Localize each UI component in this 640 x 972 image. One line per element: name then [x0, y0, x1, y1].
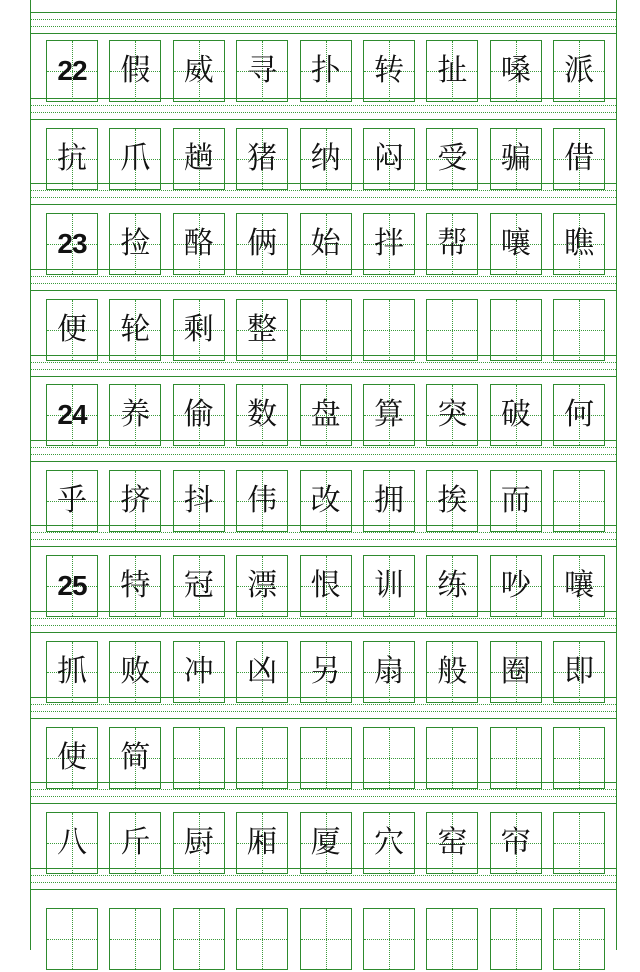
character-row [46, 641, 617, 705]
tianzige-cell [490, 908, 542, 970]
tianzige-cell [46, 213, 98, 275]
tianzige-cell [300, 812, 352, 874]
hanzi-character: 假 [120, 53, 151, 88]
hanzi-character: 突 [437, 397, 468, 432]
hanzi-character: 简 [120, 740, 151, 775]
tianzige-cell [300, 641, 352, 703]
hanzi-character: 冲 [183, 654, 214, 689]
tianzige-cell [300, 470, 352, 532]
tianzige-cell [236, 727, 288, 789]
hanzi-character: 厦 [310, 825, 341, 860]
tianzige-cell [553, 555, 605, 617]
tianzige-cell [300, 299, 352, 361]
tianzige-cell [109, 128, 161, 190]
tianzige-cell [363, 727, 415, 789]
tianzige-cell [109, 299, 161, 361]
tianzige-cell [363, 641, 415, 703]
hanzi-character: 伟 [247, 483, 278, 518]
character-row [46, 727, 617, 791]
hanzi-character: 受 [437, 141, 468, 176]
tianzige-cell [236, 128, 288, 190]
hanzi-character: 乎 [57, 483, 87, 518]
tianzige-cell [490, 384, 542, 446]
hanzi-character: 嚷 [564, 568, 595, 603]
tianzige-cell [173, 812, 225, 874]
hanzi-character: 抓 [57, 654, 87, 689]
hanzi-character: 始 [310, 226, 341, 261]
lesson-number: 25 [57, 570, 87, 601]
lesson-number: 22 [57, 55, 87, 86]
hanzi-character: 使 [57, 740, 87, 775]
tianzige-cell [490, 727, 542, 789]
hanzi-character: 凶 [247, 654, 278, 689]
tianzige-cell [490, 128, 542, 190]
character-row [46, 40, 617, 104]
hanzi-character: 闷 [373, 141, 404, 176]
tianzige-cell [426, 40, 478, 102]
hanzi-character: 嗓 [500, 53, 531, 88]
tianzige-cell [553, 727, 605, 789]
hanzi-character: 八 [57, 825, 87, 860]
hanzi-character: 俩 [247, 226, 278, 261]
hanzi-character: 算 [373, 397, 404, 432]
tianzige-cell [46, 555, 98, 617]
hanzi-character: 拌 [373, 226, 404, 261]
hanzi-character: 嚷 [500, 226, 531, 261]
hanzi-character: 恨 [310, 568, 341, 603]
hanzi-character: 帮 [437, 226, 468, 261]
tianzige-cell [236, 641, 288, 703]
tianzige-cell [173, 213, 225, 275]
tianzige-cell [236, 470, 288, 532]
tianzige-cell [426, 470, 478, 532]
pinyin-guide-band [30, 12, 616, 34]
hanzi-character: 厨 [183, 825, 214, 860]
tianzige-cell [553, 40, 605, 102]
tianzige-cell [553, 812, 605, 874]
tianzige-cell [46, 40, 98, 102]
tianzige-cell [426, 128, 478, 190]
character-row [46, 299, 617, 363]
hanzi-character: 冠 [183, 568, 214, 603]
tianzige-cell [553, 384, 605, 446]
tianzige-cell [46, 641, 98, 703]
tianzige-cell [109, 641, 161, 703]
tianzige-cell [553, 213, 605, 275]
tianzige-cell [300, 213, 352, 275]
tianzige-cell [236, 384, 288, 446]
tianzige-cell [300, 727, 352, 789]
character-row [46, 384, 617, 448]
hanzi-character: 派 [564, 53, 595, 88]
hanzi-character: 帘 [500, 825, 531, 860]
hanzi-character: 圈 [500, 654, 531, 689]
hanzi-character: 猪 [247, 141, 278, 176]
tianzige-cell [109, 555, 161, 617]
tianzige-cell [553, 908, 605, 970]
hanzi-character: 扑 [310, 53, 341, 88]
hanzi-character: 练 [437, 568, 468, 603]
tianzige-cell [173, 908, 225, 970]
hanzi-character: 改 [310, 483, 341, 518]
tianzige-cell [173, 40, 225, 102]
hanzi-character: 扇 [373, 654, 404, 689]
hanzi-character: 穴 [373, 825, 404, 860]
tianzige-cell [173, 641, 225, 703]
hanzi-character: 败 [120, 654, 151, 689]
tianzige-cell [109, 213, 161, 275]
tianzige-cell [490, 299, 542, 361]
tianzige-cell [363, 555, 415, 617]
tianzige-cell [109, 727, 161, 789]
tianzige-cell [553, 470, 605, 532]
tianzige-cell [490, 812, 542, 874]
tianzige-cell [363, 812, 415, 874]
tianzige-cell [363, 128, 415, 190]
tianzige-cell [363, 384, 415, 446]
hanzi-character: 破 [500, 397, 531, 432]
hanzi-character: 厢 [247, 825, 278, 860]
hanzi-character: 剩 [183, 312, 214, 347]
hanzi-character: 抗 [57, 141, 87, 176]
tianzige-cell [236, 213, 288, 275]
tianzige-cell [46, 384, 98, 446]
tianzige-cell [173, 128, 225, 190]
character-row [46, 470, 617, 534]
hanzi-character: 吵 [500, 568, 531, 603]
tianzige-cell [363, 40, 415, 102]
tianzige-cell [236, 812, 288, 874]
tianzige-cell [46, 727, 98, 789]
tianzige-cell [490, 40, 542, 102]
lesson-number: 23 [57, 228, 87, 259]
tianzige-cell [300, 555, 352, 617]
hanzi-character: 转 [373, 53, 404, 88]
character-row [46, 908, 617, 972]
tianzige-cell [236, 40, 288, 102]
tianzige-cell [46, 908, 98, 970]
hanzi-character: 瞧 [564, 226, 595, 261]
lesson-number: 24 [57, 399, 87, 430]
hanzi-character: 训 [373, 568, 404, 603]
hanzi-character: 捡 [120, 226, 151, 261]
tianzige-cell [300, 908, 352, 970]
tianzige-cell [363, 299, 415, 361]
character-row [46, 213, 617, 277]
hanzi-character: 寻 [247, 53, 278, 88]
hanzi-character: 酪 [183, 226, 214, 261]
tianzige-cell [109, 470, 161, 532]
hanzi-character: 数 [247, 397, 278, 432]
left-margin-line [30, 0, 31, 950]
hanzi-character: 轮 [120, 312, 151, 347]
character-row [46, 128, 617, 192]
hanzi-character: 便 [57, 312, 87, 347]
hanzi-character: 窑 [437, 825, 468, 860]
hanzi-character: 何 [564, 397, 595, 432]
tianzige-cell [46, 299, 98, 361]
tianzige-cell [426, 812, 478, 874]
tianzige-cell [173, 727, 225, 789]
tianzige-cell [109, 384, 161, 446]
tianzige-cell [46, 470, 98, 532]
tianzige-cell [236, 908, 288, 970]
tianzige-cell [490, 641, 542, 703]
hanzi-character: 借 [564, 141, 595, 176]
hanzi-character: 爪 [120, 141, 151, 176]
tianzige-cell [490, 470, 542, 532]
tianzige-cell [426, 213, 478, 275]
tianzige-cell [173, 555, 225, 617]
tianzige-cell [426, 641, 478, 703]
tianzige-cell [490, 213, 542, 275]
tianzige-cell [300, 40, 352, 102]
hanzi-character: 养 [120, 397, 151, 432]
hanzi-character: 拥 [373, 483, 404, 518]
tianzige-cell [553, 641, 605, 703]
tianzige-cell [426, 299, 478, 361]
tianzige-cell [426, 384, 478, 446]
tianzige-cell [236, 299, 288, 361]
tianzige-cell [173, 470, 225, 532]
tianzige-cell [553, 128, 605, 190]
hanzi-character: 整 [247, 312, 278, 347]
hanzi-character: 纳 [310, 141, 341, 176]
tianzige-cell [46, 128, 98, 190]
tianzige-cell [109, 40, 161, 102]
tianzige-cell [363, 470, 415, 532]
hanzi-character: 漂 [247, 568, 278, 603]
character-row [46, 812, 617, 876]
hanzi-character: 即 [564, 654, 595, 689]
tianzige-cell [236, 555, 288, 617]
hanzi-character: 扯 [437, 53, 468, 88]
tianzige-cell [426, 727, 478, 789]
tianzige-cell [363, 908, 415, 970]
hanzi-character: 抖 [183, 483, 214, 518]
hanzi-character: 挨 [437, 483, 468, 518]
tianzige-cell [490, 555, 542, 617]
tianzige-cell [173, 299, 225, 361]
hanzi-character: 偷 [183, 397, 214, 432]
hanzi-character: 而 [500, 483, 531, 518]
tianzige-cell [173, 384, 225, 446]
hanzi-character: 斤 [120, 825, 151, 860]
hanzi-character: 挤 [120, 483, 151, 518]
tianzige-cell [109, 812, 161, 874]
tianzige-cell [300, 384, 352, 446]
tianzige-cell [363, 213, 415, 275]
hanzi-character: 特 [120, 568, 151, 603]
hanzi-character: 盘 [310, 397, 341, 432]
tianzige-cell [426, 555, 478, 617]
tianzige-cell [300, 128, 352, 190]
hanzi-character: 骗 [500, 141, 531, 176]
tianzige-cell [46, 812, 98, 874]
tianzige-cell [426, 908, 478, 970]
hanzi-character: 威 [183, 53, 214, 88]
hanzi-character: 趟 [183, 141, 214, 176]
character-row [46, 555, 617, 619]
hanzi-character: 另 [310, 654, 341, 689]
hanzi-character: 般 [437, 654, 468, 689]
tianzige-cell [553, 299, 605, 361]
tianzige-cell [109, 908, 161, 970]
